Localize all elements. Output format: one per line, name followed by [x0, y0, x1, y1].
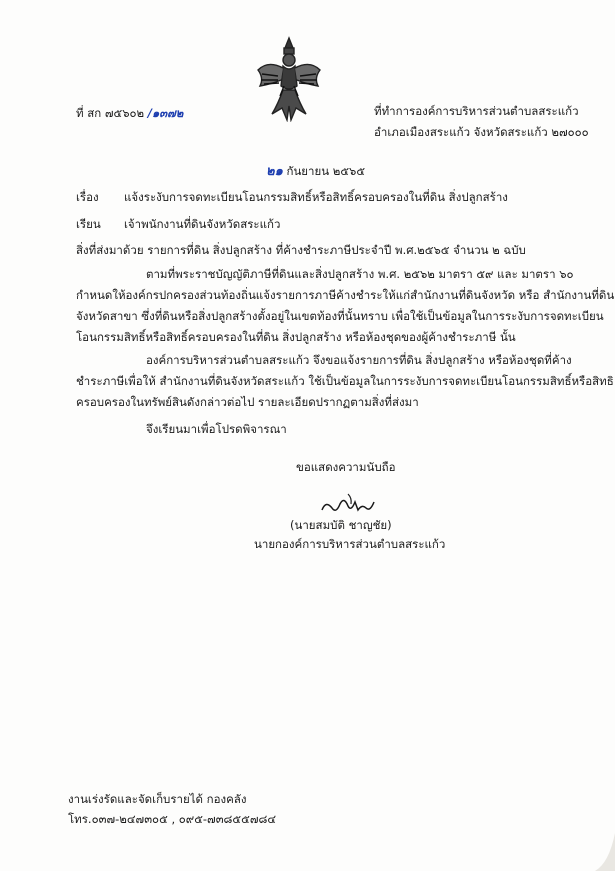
footer-phone: โทร.๐๓๗-๒๔๗๓๐๕ , ๐๙๕-๗๓๘๕๕๗๘๔ — [68, 812, 277, 826]
footer-department: งานเร่งรัดและจัดเก็บรายได้ กองคลัง — [68, 792, 247, 806]
paragraph-line: องค์การบริหารส่วนตำบลสระแก้ว จึงขอแจ้งรายการที่ดิน สิ่งปลูกสร้าง หรือห้องชุดที่ค้าง — [146, 353, 572, 367]
page-curl-shadow-icon — [595, 833, 615, 871]
body-paragraph-1 — [76, 264, 615, 348]
date-month-year: กันยายน ๒๕๖๕ — [286, 164, 366, 178]
subject-text: แจ้งระงับการจดทะเบียนโอนกรรมสิทธิ์หรือสิทธิ์ครอบครองในที่ดิน สิ่งปลูกสร้าง — [124, 190, 508, 204]
letter-date — [266, 164, 365, 179]
reference-number — [76, 106, 183, 120]
signature-icon — [318, 490, 378, 520]
sender-address-line2: อำเภอเมืองสระแก้ว จังหวัดสระแก้ว ๒๗๐๐๐ — [374, 125, 589, 139]
paragraph-line: ตามที่พระราชบัญญัติภาษีที่ดินและสิ่งปลูกสร้าง พ.ศ. ๒๕๖๒ มาตรา ๕๙ และ มาตรา ๖๐ — [146, 267, 574, 281]
reference-prefix: ที่ สก ๗๕๖๐๒ — [76, 106, 145, 120]
regards-text: ขอแสดงความนับถือ — [296, 460, 396, 474]
date-day-handwritten: ๒๑ — [266, 164, 283, 179]
to-text: เจ้าพนักงานที่ดินจังหวัดสระแก้ว — [124, 217, 281, 231]
paragraph-line: กำหนดให้องค์กรปกครองส่วนท้องถิ่นแจ้งรายการภาษีค้างชำระให้แก่สำนักงานที่ดินจังหวัด หรือ สำนักงานที่ดิน — [76, 288, 615, 302]
paragraph-line: ชำระภาษีเพื่อให้ สำนักงานที่ดินจังหวัดสระแก้ว ใช้เป็นข้อมูลในการระงับการจดทะเบียนโอนกรรมสิทธิ์หรือสิทธิ — [76, 374, 614, 388]
sender-address-line1: ที่ทำการองค์การบริหารส่วนตำบลสระแก้ว — [374, 104, 579, 118]
body-paragraph-2 — [76, 350, 614, 413]
signer-name: (นายสมบัติ ชาญชัย) — [290, 518, 392, 532]
closing-request: จึงเรียนมาเพื่อโปรดพิจารณา — [146, 422, 287, 436]
to-label: เรียน — [76, 217, 101, 231]
paragraph-line: โอนกรรมสิทธิ์หรือสิทธิ์ครอบครองในที่ดิน สิ่งปลูกสร้าง หรือห้องชุดของผู้ค้างชำระภาษี นั้น — [76, 330, 516, 344]
subject-label: เรื่อง — [76, 190, 99, 204]
garuda-emblem-icon — [254, 34, 324, 122]
enclosure-text: สิ่งที่ส่งมาด้วย รายการที่ดิน สิ่งปลูกสร้าง ที่ค้างชำระภาษีประจำปี พ.ศ.๒๕๖๕ จำนวน ๒ ฉบับ — [76, 243, 526, 257]
paragraph-line: จังหวัดสาขา ซึ่งที่ดินหรือสิ่งปลูกสร้างตั้งอยู่ในเขตท้องที่นั้นทราบ เพื่อใช้เป็นข้อมูลในการระงับการจดทะเบียน — [76, 309, 604, 323]
paragraph-line: ครอบครองในทรัพย์สินดังกล่าวต่อไป รายละเอียดปรากฏตามสิ่งที่ส่งมา — [76, 395, 419, 409]
signer-title: นายกองค์การบริหารส่วนตำบลสระแก้ว — [254, 537, 446, 551]
reference-handwritten: /๑๓๗๒ — [147, 106, 184, 120]
